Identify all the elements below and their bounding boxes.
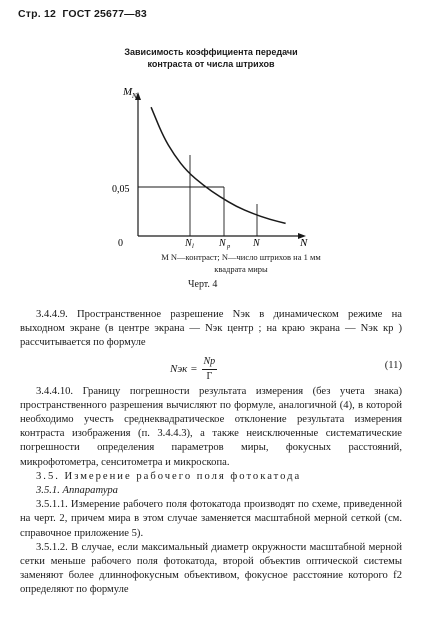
page-number: Стр. 12 [18,8,57,20]
legend-line1: M N—контраст; N—число штрихов на 1 мм [161,252,321,262]
standard-id: ГОСТ 25677—83 [62,8,147,20]
y-tick-label: 0,05 [112,184,130,195]
x-tick-label-np: N [219,238,226,249]
chart-plot [0,0,422,250]
formula-11 [20,353,402,381]
y-axis-label: M [123,86,133,98]
figure-caption: Черт. 4 [188,279,218,290]
formula-denominator: Г [206,370,213,382]
chart-legend [126,251,356,275]
x-tick-label-n: N [253,238,260,249]
paragraph-35112: 3.5.1.2. В случае, если максимальный диаметр окружности масштабной мерной сетки меньше рабочего поля фотокатода, второй объектив оптической системы заменяют более длиннофокусным объективом, фокусное расстояние которого f2 определяют по формуле [20,541,402,596]
legend-line2: квадрата миры [214,264,268,274]
formula-number: (11) [384,359,402,371]
heading-3-5: 3.5. Измерение рабочего поля фотокатода [36,470,302,482]
chart-title-line2: контраста от числа штрихов [147,59,275,69]
formula-expression [170,355,217,384]
formula-lhs: Nэк = [170,363,198,376]
heading-3-5-1: 3.5.1. Аппаратура [36,485,118,497]
document-body [20,308,402,598]
x-axis-label: N [300,237,308,249]
chart-title-line1: Зависимость коэффициента передачи [124,47,298,57]
transfer-curve [151,107,286,223]
x-tick-label-nl-sub: l [192,243,194,250]
formula-numerator: Np [202,355,218,370]
y-axis-label-sub: N [132,92,137,100]
formula-fraction [202,355,218,384]
x-tick-label-nl: N [185,238,192,249]
paragraph-3449: 3.4.4.9. Пространственное разрешение Nэк в динамическом режиме на выходном экране (в центре экрана — Nэк центр ; на краю экрана — Nэк кр ) рассчитывается по формуле [20,309,402,349]
origin-label: 0 [118,238,123,249]
paragraph-35111: 3.5.1.1. Измерение рабочего поля фотокатода производят по схеме, приведенной на черт. 2, причем мира в этом случае заменяется масштабной мерной сеткой (см. справочное приложение 5). [20,499,402,539]
x-tick-label-np-sub: p [227,243,231,250]
paragraph-34410: 3.4.4.10. Границу погрешности результата измерения (без учета знака) пространственного разрешения вычисляют по формуле, аналогичной (4), в которой необходимо учесть среднеквадратическое отклонение результата измерения контраста изображения (п. 3.4.4.3), а также неисключенные систематические погрешности определения параметров миры, фокусных расстояний, микрофотометра, сенситометра и микроскопа. [20,385,402,468]
